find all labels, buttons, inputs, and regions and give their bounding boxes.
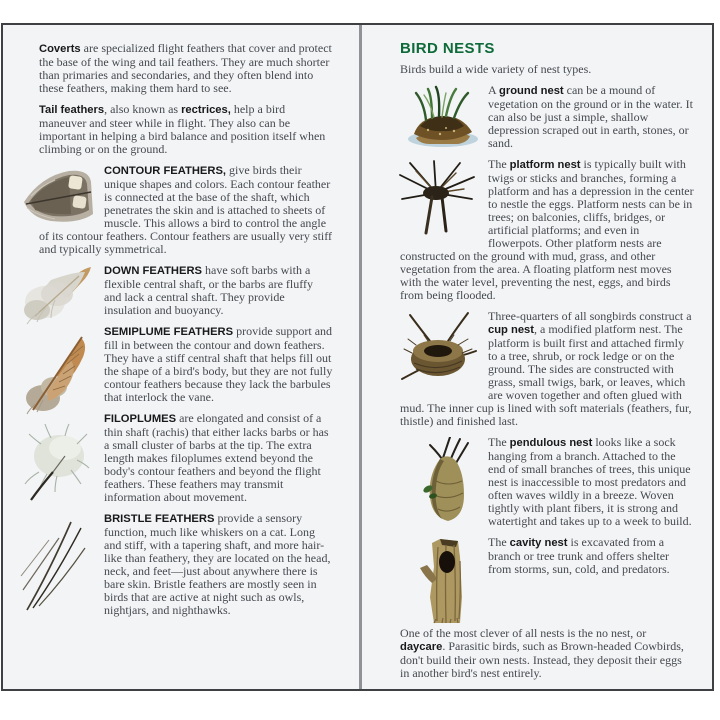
page-title: BIRD NESTS — [400, 40, 495, 57]
coverts-text: Coverts are specialized flight feathers that cover and protect the base of the wing and tail feathers. They are much shorter than primaries and secondaries, and they often blend into these feathers, making them hard to see. — [39, 41, 332, 95]
section-ground-nest — [400, 84, 694, 150]
section-cup-nest — [400, 310, 694, 428]
section-cavity-nest — [400, 536, 694, 576]
filoplumes-text: FILOPLUMES are elongated and consist of a thin shaft (rachis) that either lacks barbs or has a small cluster of barbs at the tip. The extra length makes filoplumes extend beyond the body's contour feathers and beyond the flight feathers. These feathers may transmit information about movement. — [104, 411, 329, 504]
bristle-feathers-text: BRISTLE FEATHERS provide a sensory function, much like whiskers on a cat. Long and stiff, with a tapering shaft, and more hair-like than feathery, they are located on the head, neck, and feet—just about anywhere there is bare skin. Bristle feathers are mostly seen in birds that are active at night such as owls, nightjars, and nighthawks. — [104, 511, 331, 617]
section-semiplume-feathers — [39, 325, 333, 404]
section-coverts — [39, 42, 333, 95]
down-feathers-text: DOWN FEATHERS have soft barbs with a flexible central shaft, or the barbs are fluffy and lack a central shaft. They provide insulation and buoyancy. — [104, 263, 314, 317]
platform-nest-image — [394, 159, 478, 237]
tail-feathers-text: Tail feathers, also known as rectrices, help a bird maneuver and steer while in flight. They also can be important in helping a bird balance and position itself when climbing or on the ground. — [39, 102, 326, 156]
section-platform-nest — [400, 158, 694, 302]
cavity-nest-text: The cavity nest is excavated from a branch or tree trunk and offers shelter from storms, sun, cold, and predators. — [488, 535, 670, 576]
platform-nest-text: The platform nest is typically built with twigs or sticks and branches, forming a platform and has a depression in the center to nestle the eggs. Platform nests can be in trees; on balconies, cliffs, bridges, or artificial platforms; and even in flowerpots. Other platform nests are constructed on the ground with mud, grass, and other vegetation from the area. A floating platform nest moves with the water level, preventing the nest, eggs, and birds from being flooded. — [400, 157, 694, 302]
intro-text: Birds build a wide variety of nest types. — [400, 62, 592, 76]
filoplume-feather-image — [19, 420, 91, 504]
semiplume-feathers-text: SEMIPLUME FEATHERS provide support and fill in between the contour and down feathers. They have a stiff central shaft that helps fill out the shape of a bird's body, but they are not fully contour feathers because they lack the barbules that interlock the vane. — [104, 324, 333, 404]
ground-nest-text: A ground nest can be a mound of vegetation on the ground or in the water. It can also be just a simple, shallow depression scraped out in earth, stones, or sand. — [488, 83, 693, 150]
section-contour-feathers — [39, 164, 333, 256]
pendulous-nest-text: The pendulous nest looks like a sock hanging from a branch. Attached to the end of small branches of trees, this unique nest is inaccessible to most predators and often waves wildly in a breeze. Woven tightly with plant fibers, it is strong and watertight and takes up to a week to build. — [488, 435, 692, 528]
right-page-bird-nests — [362, 25, 712, 689]
contour-feather-image — [21, 166, 96, 228]
bristle-feathers-image — [19, 514, 92, 612]
cavity-nest-image — [418, 537, 474, 625]
no-nest-text: One of the most clever of all nests is the no nest, or daycare. Parasitic birds, such as Brown-headed Cowbirds, don't build their own nests. Instead, they deposit their eggs in another bird's nest entirely. — [400, 626, 684, 680]
semiplume-feather-image — [23, 330, 93, 416]
cup-nest-text: Three-quarters of all songbirds construct a cup nest, a modified platform nest. The platform is built first and attached firmly to a tree, shrub, or rock ledge or on the ground. The sides are constructed with grass, small twigs, bark, or leaves, which are woven together and often glued with mud. The inner cup is lined with soft materials (feathers, fur, thistle) and finished last. — [400, 309, 692, 428]
left-page-feathers — [3, 25, 359, 689]
section-filoplumes — [39, 412, 333, 504]
contour-feathers-text: CONTOUR FEATHERS, give birds their unique shapes and colors. Each contour feather is connected at the base of the shaft, which penetrates the skin and is attached to sheets of muscle. This allows a bird to control the angle of its contour feathers. Contour feathers are usually very stiff and typically symmetrical. — [39, 163, 333, 256]
down-feather-image — [21, 266, 93, 326]
ground-nest-image — [406, 85, 480, 149]
pendulous-nest-image — [420, 437, 478, 527]
cup-nest-image — [398, 311, 478, 389]
section-no-nest — [400, 627, 694, 680]
section-bristle-feathers — [39, 512, 333, 617]
section-down-feathers — [39, 264, 333, 317]
section-tail-feathers — [39, 103, 333, 156]
booklet-spread — [1, 23, 714, 691]
section-pendulous-nest — [400, 436, 694, 528]
